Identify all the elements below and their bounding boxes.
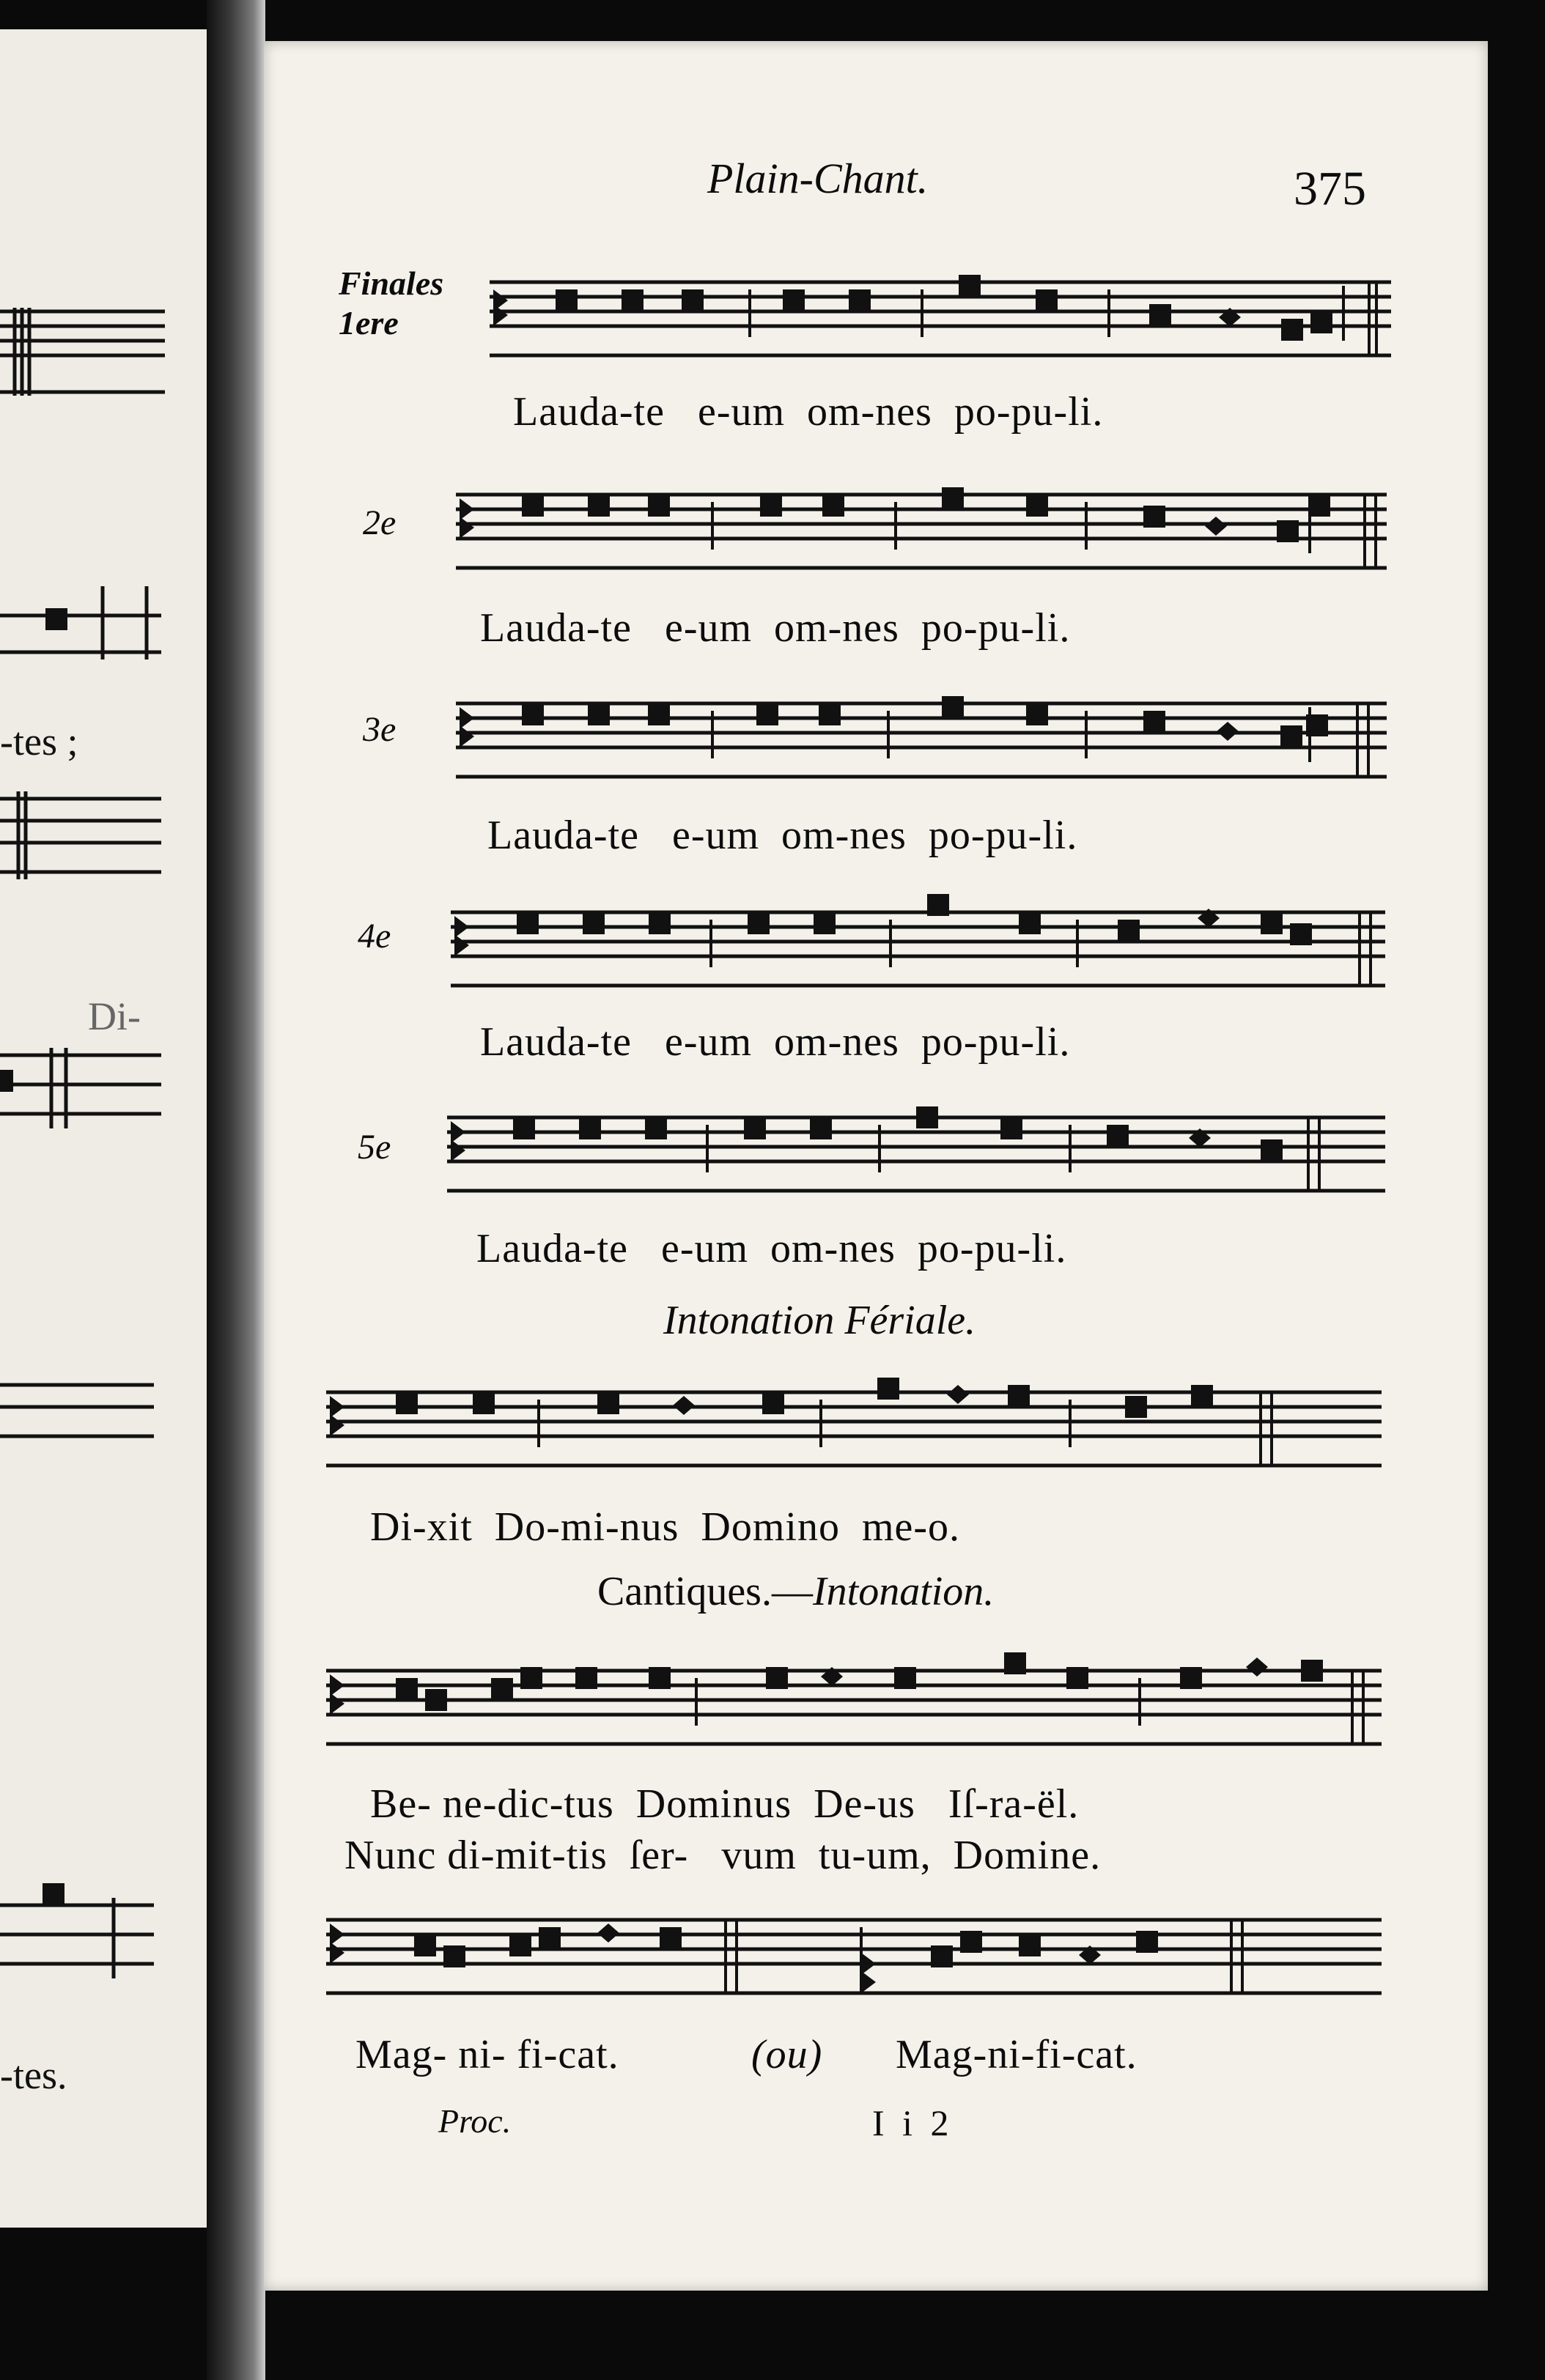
verse-4-label: 4e <box>358 917 391 956</box>
magnificat-lyrics-right: Mag-ni-fi-cat. <box>896 2032 1137 2077</box>
staff-magnificat <box>326 1909 1389 2004</box>
verse-3-lyrics: Lauda-te e-um om-nes po-pu-li. <box>487 813 1078 858</box>
facing-fragment-3: -tes. <box>0 2053 67 2097</box>
intonation-feriale-title: Intonation Fériale. <box>663 1298 976 1343</box>
facing-page-staff <box>0 29 209 2228</box>
finales-label-line1: Finales <box>339 265 444 302</box>
verse-2-lyrics: Lauda-te e-um om-nes po-pu-li. <box>480 605 1071 651</box>
verse-3-label: 3e <box>363 710 397 749</box>
staff-cantiques <box>326 1660 1389 1755</box>
running-title: Plain-Chant. <box>707 155 929 202</box>
intonation-feriale-lyrics: Di-xit Do-mi-nus Domino me-o. <box>370 1504 961 1550</box>
page-number: 375 <box>1294 162 1366 215</box>
magnificat-lyrics-left: Mag- ni- fi-cat. <box>355 2032 619 2077</box>
cantiques-title <box>597 1568 994 1615</box>
staff-finales-5 <box>447 1110 1400 1198</box>
catchword: Proc. <box>438 2102 512 2140</box>
facing-page <box>0 29 209 2228</box>
staff-finales-3 <box>456 696 1394 784</box>
cantiques-title-italic: Intonation. <box>812 1569 995 1614</box>
finales-label <box>339 264 443 343</box>
book-gutter <box>207 0 265 2380</box>
staff-finales-2 <box>456 487 1394 575</box>
verse-4-lyrics: Lauda-te e-um om-nes po-pu-li. <box>480 1019 1071 1065</box>
staff-intonation-feriale <box>326 1381 1389 1477</box>
staff-finales-4 <box>451 905 1404 993</box>
verse-5-lyrics: Lauda-te e-um om-nes po-pu-li. <box>476 1226 1067 1271</box>
verse-5-label: 5e <box>358 1128 391 1167</box>
facing-fragment-2: Di- <box>88 994 141 1038</box>
verse-2-label: 2e <box>363 503 397 542</box>
magnificat-ou: (ou) <box>751 2032 823 2077</box>
verse-1-lyrics: Lauda-te e-um om-nes po-pu-li. <box>513 389 1104 435</box>
staff-finales-1 <box>490 275 1398 363</box>
cantiques-title-plain: Cantiques.— <box>597 1569 813 1614</box>
finales-label-line2: 1ere <box>339 304 399 341</box>
facing-fragment-1: -tes ; <box>0 720 78 764</box>
cantiques-lyrics-line2: Nunc di-mit-tis ſer- vum tu-um, Domine. <box>344 1833 1102 1878</box>
signature-mark: I i 2 <box>872 2102 954 2143</box>
cantiques-lyrics-line1: Be- ne-dic-tus Dominus De-us Iſ-ra-ël. <box>370 1781 1080 1827</box>
